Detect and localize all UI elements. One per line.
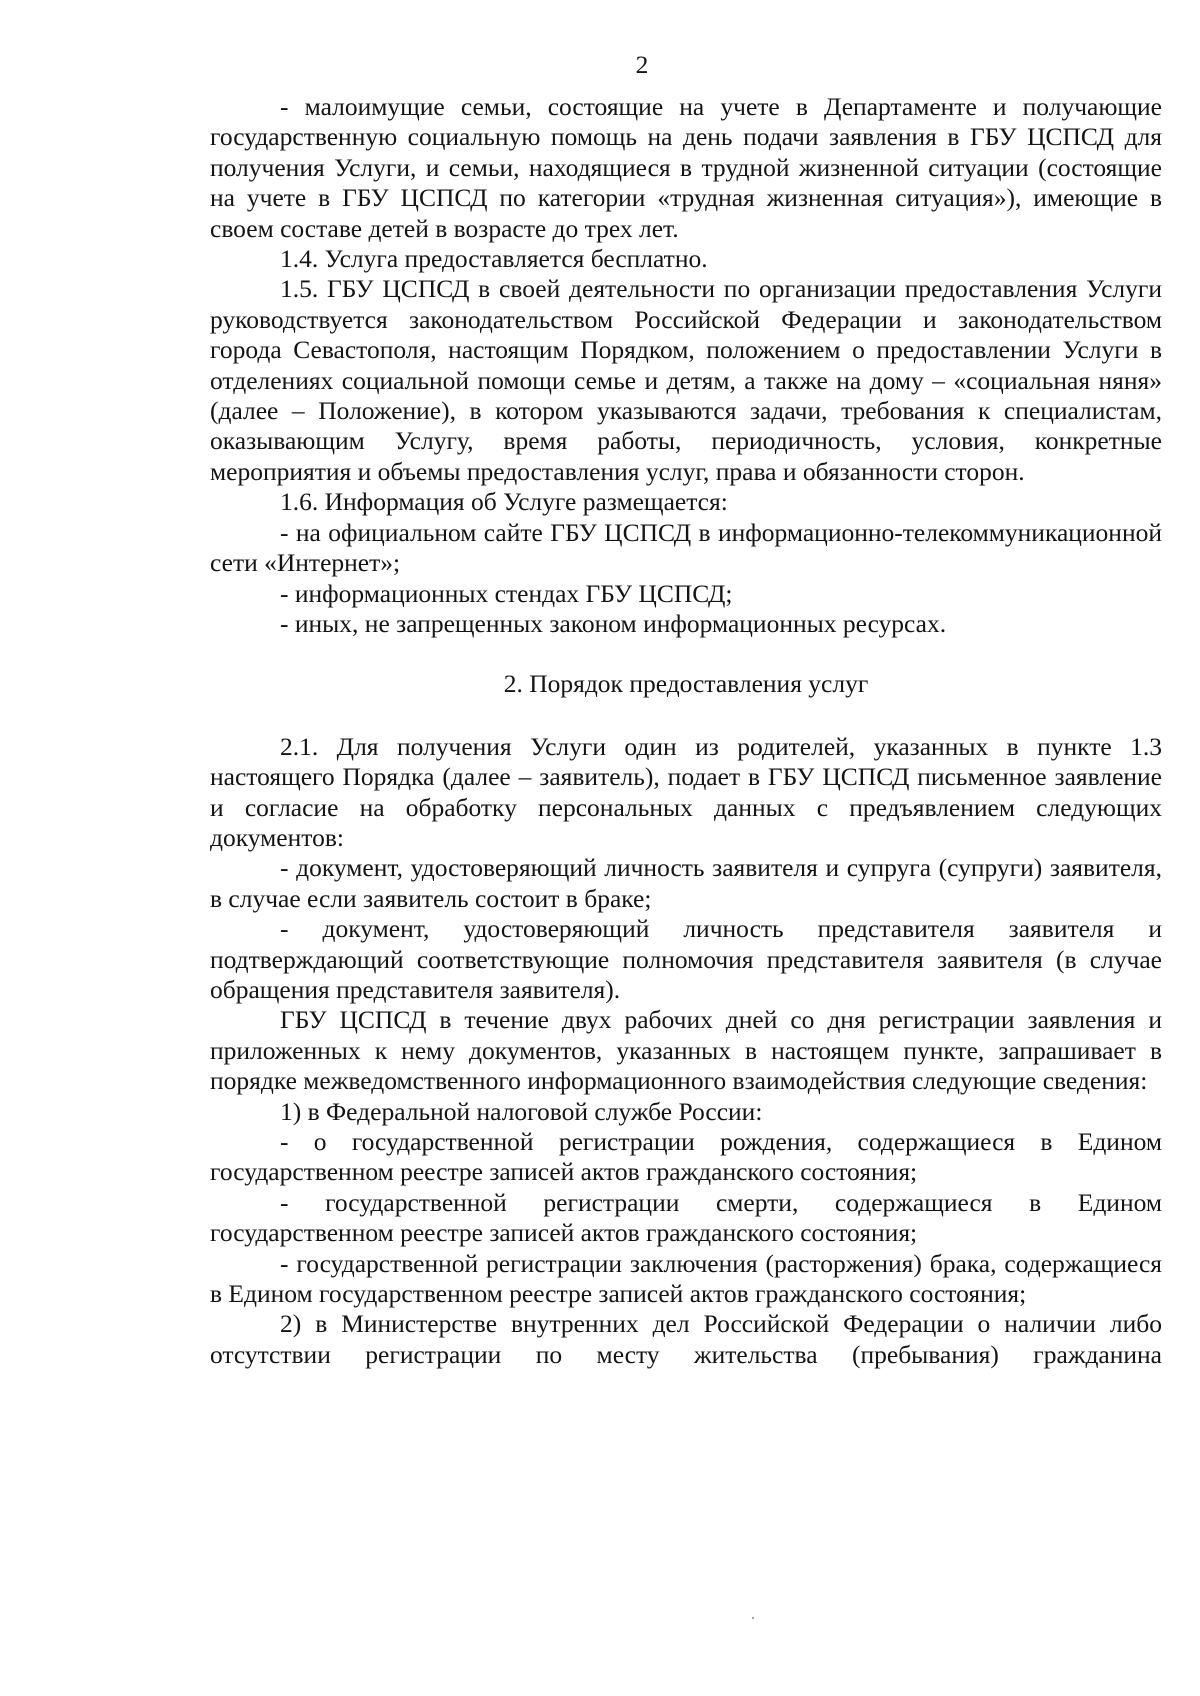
document-body	[210, 92, 1162, 1370]
scan-speck	[752, 1617, 754, 1619]
paragraph-low-income-families: - малоимущие семьи, состоящие на учете в Департаменте и получающие государственную социальную помощь на день подачи заявления в ГБУ ЦСПСД для получения Услуги, и семьи, находящиеся в трудной жизненной ситуации (состоящие на учете в ГБУ ЦСПСД по категории «трудная жизненная ситуация»), имеющие в своем составе детей в возрасте до трех лет.	[210, 92, 1162, 243]
paragraph-1-5: 1.5. ГБУ ЦСПСД в своей деятельности по организации предоставления Услуги руководствуется законодательством Российской Федерации и законодательством города Севастополя, настоящим Порядком, положением о предоставлении Услуги в отделениях социальной помощи семье и детям, а также на дому – «социальная няня» (далее – Положение), в котором указываются задачи, требования к специалистам, оказывающим Услугу, время работы, периодичность, условия, конкретные мероприятия и объемы предоставления услуг, права и обязанности сторон.	[210, 274, 1162, 486]
list-item-representative-document: - документ, удостоверяющий личность представителя заявителя и подтверждающий соответствующие полномочия представителя заявителя (в случае обращения представителя заявителя).	[210, 914, 1162, 1004]
list-item-interior-ministry: 2) в Министерстве внутренних дел Российской Федерации о наличии либо отсутствии регистрации по месту жительства (пребывания) гражданина	[210, 1309, 1162, 1369]
list-item-birth-registration: - о государственной регистрации рождения, содержащиеся в Едином государственном реестре записей актов гражданского состояния;	[210, 1127, 1162, 1187]
list-item-marriage-registration: - государственной регистрации заключения (расторжения) брака, содержащиеся в Едином государственном реестре записей актов гражданского состояния;	[210, 1248, 1162, 1309]
list-item-tax-service: 1) в Федеральной налоговой службе России:	[280, 1096, 763, 1126]
list-item-identity-document: - документ, удостоверяющий личность заявителя и супруга (супруги) заявителя, в случае если заявитель состоит в браке;	[210, 853, 1162, 913]
paragraph-1-4: 1.4. Услуга предоставляется бесплатно.	[280, 244, 708, 274]
list-item-official-site: - на официальном сайте ГБУ ЦСПСД в информационно-телекоммуникационной сети «Интернет»;	[210, 517, 1162, 578]
paragraph-1-6: 1.6. Информация об Услуге размещается:	[280, 487, 728, 517]
paragraph-interagency-request: ГБУ ЦСПСД в течение двух рабочих дней со дня регистрации заявления и приложенных к нему документов, указанных в настоящем пункте, запрашивает в порядке межведомственного информационного взаимодействия следующие сведения:	[210, 1005, 1162, 1096]
list-item-death-registration: - государственной регистрации смерти, содержащиеся в Едином государственном реестре записей актов гражданского состояния;	[210, 1187, 1162, 1248]
paragraph-2-1: 2.1. Для получения Услуги один из родителей, указанных в пункте 1.3 настоящего Порядка (далее – заявитель), подает в ГБУ ЦСПСД письменное заявление и согласие на обработку персональных данных с предъявлением следующих документов:	[210, 731, 1162, 852]
list-item-info-stands: - информационных стендах ГБУ ЦСПСД;	[280, 578, 733, 608]
section-heading: 2. Порядок предоставления услуг	[503, 669, 869, 699]
list-item-other-resources: - иных, не запрещенных законом информационных ресурсах.	[280, 608, 947, 638]
page-number: 2	[635, 50, 649, 79]
